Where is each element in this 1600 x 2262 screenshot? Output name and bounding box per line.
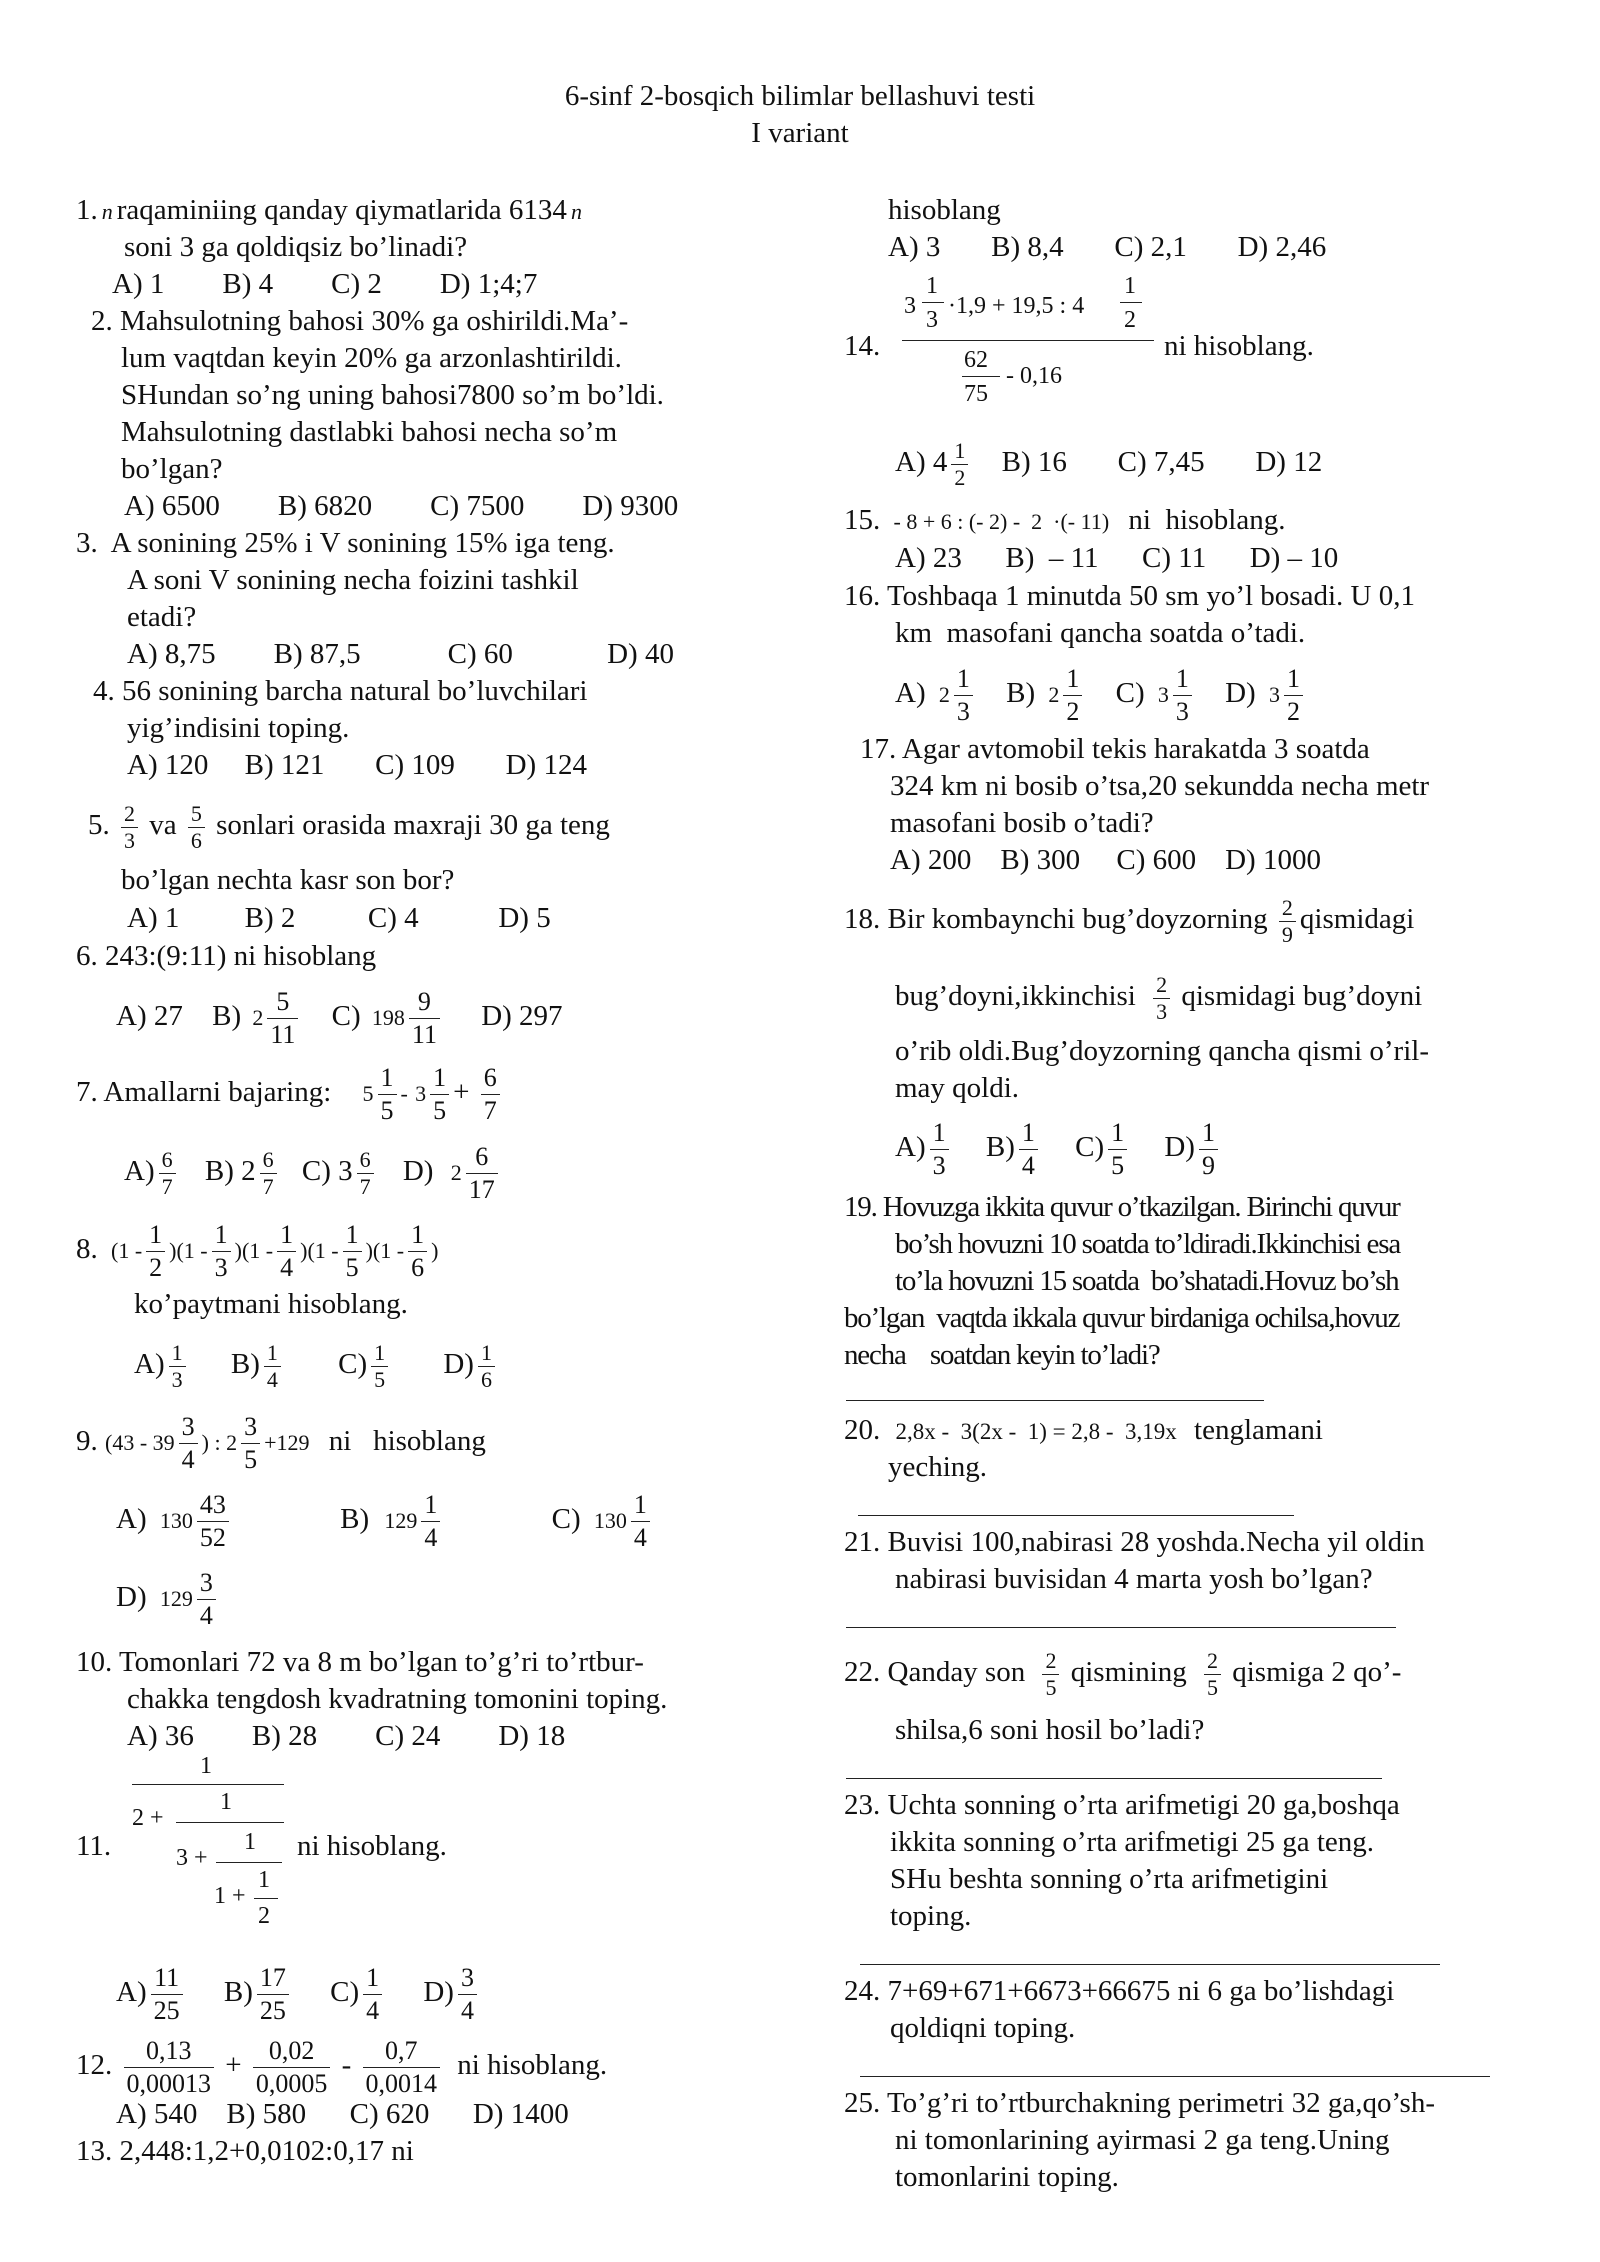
- q25-line3: tomonlarini toping.: [895, 2161, 1119, 2193]
- q5-line2: bo’lgan nechta kasr son bor?: [121, 864, 455, 896]
- q7-line1: 7. Amallarni bajaring: 5 $\frac{1}{5}$ - 3 $\frac{1}{5}$ + $\frac{6}{7}$: [76, 1062, 504, 1127]
- q10-line2: chakka tengdosh kvadratning tomonini toping.: [127, 1683, 668, 1715]
- q16-answers: A) 2 $\frac{1}{3}$ B) 2 $\frac{1}{2}$ C) 3 $\frac{1}{3}$ D) 3 $\frac{1}{2}$: [895, 663, 1307, 728]
- q6-line1: 6. 243:(9:11) ni hisoblang: [76, 940, 377, 972]
- q3-line2: A soni V sonining necha foizini tashkil: [127, 564, 579, 596]
- q10-answers: A) 36 B) 28 C) 24 D) 18: [127, 1720, 566, 1752]
- q20-line1: 20. 2,8x - 3(2x - 1) = 2,8 - 3,19x tenglamani: [844, 1414, 1323, 1446]
- q17-answers: A) 200 B) 300 C) 600 D) 1000: [890, 844, 1321, 876]
- q18-answers: A) $\frac{1}{3}$ B) $\frac{1}{4}$ C) $\frac{1}{5}$ D) $\frac{1}{9}$: [895, 1112, 1222, 1182]
- q19-line1: 19. Hovuzga ikkita quvur o’tkazilgan. Birinchi quvur: [844, 1191, 1400, 1223]
- q2-line3: SHundan so’ng uning bahosi7800 so’m bo’ldi.: [121, 379, 664, 411]
- q2-line2: lum vaqtdan keyin 20% ga arzonlashtirildi.: [121, 342, 622, 374]
- q19-answer-line: [846, 1400, 1264, 1401]
- q4-line1: 4. 56 sonining barcha natural bo’luvchilari: [93, 675, 588, 707]
- q23-line2: ikkita sonning o’rta arifmetigi 25 ga teng.: [890, 1826, 1375, 1858]
- q21-line2: nabirasi buvisidan 4 marta yosh bo’lgan?: [895, 1563, 1373, 1595]
- q16-line2: km masofani qancha soatda o’tadi.: [895, 617, 1306, 649]
- q1-line1: 1. n raqaminiing qanday qiymatlarida 6134 n: [76, 194, 582, 226]
- q18-line4: may qoldi.: [895, 1072, 1020, 1104]
- q23-answer-line: [860, 1964, 1440, 1965]
- q13-line1: 13. 2,448:1,2+0,0102:0,17 ni: [76, 2135, 414, 2167]
- q11-instruction: ni hisoblang.: [297, 1830, 447, 1862]
- q24-line2: qoldiqni toping.: [890, 2012, 1076, 2044]
- q24-answer-line: [860, 2076, 1490, 2077]
- q4-line2: yig’indisini toping.: [127, 712, 350, 744]
- q5-fraction-b: $\frac{5}{6}$: [188, 801, 205, 854]
- q10-line1: 10. Tomonlari 72 va 8 m bo’lgan to’g’ri to’rtbur-: [76, 1646, 644, 1678]
- q9-answers-abc: A) 130 $\frac{43}{52}$ B) 129 $\frac{1}{4}$ C) 130 $\frac{1}{4}$: [116, 1489, 654, 1554]
- q19-line2: bo’sh hovuzni 10 soatda to’ldiradi.Ikkinchisi esa: [895, 1228, 1400, 1260]
- q5-answers: A) 1 B) 2 C) 4 D) 5: [127, 902, 551, 934]
- q23-line1: 23. Uchta sonning o’rta arifmetigi 20 ga,boshqa: [844, 1789, 1400, 1821]
- q2-line5: bo’lgan?: [121, 453, 223, 485]
- q18-line3: o’rib oldi.Bug’doyzorning qancha qismi o’ril-: [895, 1035, 1429, 1067]
- q19-line5: necha soatdan keyin to’ladi?: [844, 1339, 1160, 1371]
- q3-line3: etadi?: [127, 601, 197, 633]
- q5-fraction-a: $\frac{2}{3}$: [121, 801, 138, 854]
- q17-line1: 17. Agar avtomobil tekis harakatda 3 soatda: [860, 733, 1370, 765]
- q15-line1: 15. - 8 + 6 : (- 2) - 2 ·(- 11) ni hisoblang.: [844, 504, 1286, 536]
- q12-expression: 12. $\frac{0,13}{0,00013}$ + $\frac{0,02}{0,0005}$ - $\frac{0,7}{0,0014}$ ni hisoblang.: [76, 2035, 608, 2098]
- q2-line1: 2. Mahsulotning bahosi 30% ga oshirildi.Ma’-: [91, 305, 629, 337]
- q11-answers: A) $\frac{11}{25}$ B) $\frac{17}{25}$ C) $\frac{1}{4}$ D) $\frac{3}{4}$: [116, 1957, 481, 2027]
- q8-expression: 8. (1 - $\frac{1}{2}$ )(1 - $\frac{1}{3}$ )(1 - $\frac{1}{4}$ )(1 - $\frac{1}{5}$ )(1 - $\frac{1}{6}$ ): [76, 1220, 439, 1282]
- q13-answers: A) 3 B) 8,4 C) 2,1 D) 2,46: [888, 231, 1327, 263]
- q16-line1: 16. Toshbaqa 1 minutda 50 sm yo’l bosadi. U 0,1: [844, 580, 1415, 612]
- q22-line1: 22. Qanday son $\frac{2}{5}$ qismining $\frac{2}{5}$ qismiga 2 qo’-: [844, 1647, 1402, 1700]
- q2-line4: Mahsulotning dastlabki bahosi necha so’m: [121, 416, 618, 448]
- q14-answers: A) 4 $\frac{1}{2}$ B) 16 C) 7,45 D) 12: [895, 437, 1323, 490]
- q4-answers: A) 120 B) 121 C) 109 D) 124: [127, 749, 587, 781]
- q3-line1: 3. A sonining 25% i V sonining 15% iga teng.: [76, 527, 615, 559]
- q23-line4: toping.: [890, 1900, 972, 1932]
- q21-line1: 21. Buvisi 100,nabirasi 28 yoshda.Necha yil oldin: [844, 1526, 1425, 1558]
- q11-number: 11.: [76, 1830, 112, 1862]
- q19-line4: bo’lgan vaqtda ikkala quvur birdaniga ochilsa,hovuz: [844, 1302, 1400, 1334]
- q6-answers: A) 27 B) 2 $\frac{5}{11}$ C) 198 $\frac{9}{11}$ D) 297: [116, 987, 563, 1049]
- q1-answers: A) 1 B) 4 C) 2 D) 1;4;7: [112, 268, 538, 300]
- q14-instruction: ni hisoblang.: [1164, 330, 1314, 362]
- q25-line1: 25. To’g’ri to’rtburchakning perimetri 32 ga,qo’sh-: [844, 2087, 1435, 2119]
- q13-line2: hisoblang: [888, 194, 1001, 226]
- q15-answers: A) 23 B) – 11 C) 11 D) – 10: [895, 542, 1339, 574]
- q21-answer-line: [846, 1627, 1396, 1628]
- q14-fraction: 3 1 3 ·1,9 + 19,5 : 4 1 2 62 75 - 0,16: [900, 266, 1160, 426]
- q9-answer-d: D) 129 $\frac{3}{4}$: [116, 1567, 220, 1632]
- q5-line1: 5. $\frac{2}{3}$ va $\frac{5}{6}$ sonlari orasida maxraji 30 ga teng: [88, 800, 610, 853]
- q17-line2: 324 km ni bosib o’tsa,20 sekundda necha metr: [890, 770, 1430, 802]
- q14-number: 14.: [844, 330, 881, 362]
- page-title: 6-sinf 2-bosqich bilimlar bellashuvi testi: [564, 80, 1036, 112]
- q22-line2: shilsa,6 soni hosil bo’ladi?: [895, 1714, 1205, 1746]
- variant-label: I variant: [751, 117, 849, 149]
- q17-line3: masofani bosib o’tadi?: [890, 807, 1154, 839]
- q23-line3: SHu beshta sonning o’rta arifmetigini: [890, 1863, 1329, 1895]
- q20-line2: yeching.: [888, 1451, 988, 1483]
- q20-answer-line: [858, 1515, 1294, 1516]
- q18-line1: 18. Bir kombaynchi bug’doyzorning $\frac{2}{9}$ qismidagi: [844, 894, 1415, 947]
- q11-continued-fraction: 1 2 + 1 3 + 1 1 + 1 2: [128, 1748, 288, 1988]
- q25-line2: ni tomonlarining ayirmasi 2 ga teng.Uning: [895, 2124, 1390, 2156]
- q1-line2: soni 3 ga qoldiqsiz bo’linadi?: [124, 231, 468, 263]
- q8-answers: A) $\frac{1}{3}$ B) $\frac{1}{4}$ C) $\frac{1}{5}$ D) $\frac{1}{6}$: [134, 1334, 499, 1394]
- q12-answers: A) 540 B) 580 C) 620 D) 1400: [116, 2098, 569, 2130]
- q7-answers: A) $\frac{6}{7}$ B) 2 $\frac{6}{7}$ C) 3 $\frac{6}{7}$ D) 2 $\frac{6}{17}$: [124, 1141, 502, 1206]
- q8-line2: ko’paytmani hisoblang.: [134, 1288, 408, 1320]
- q3-answers: A) 8,75 B) 87,5 C) 60 D) 40: [127, 638, 674, 670]
- q24-line1: 24. 7+69+671+6673+66675 ni 6 ga bo’lishdagi: [844, 1975, 1395, 2007]
- q2-answers: A) 6500 B) 6820 C) 7500 D) 9300: [124, 490, 679, 522]
- q9-expression: 9. (43 - 39 $\frac{3}{4}$ ) : 2 $\frac{3}{5}$ +129 ni hisoblang: [76, 1412, 486, 1474]
- q22-answer-line: [846, 1778, 1382, 1779]
- q19-line3: to’la hovuzni 15 soatda bo’shatadi.Hovuz bo’sh: [895, 1265, 1399, 1297]
- q18-line2: bug’doyni,ikkinchisi $\frac{2}{3}$ qismidagi bug’doyni: [895, 971, 1423, 1024]
